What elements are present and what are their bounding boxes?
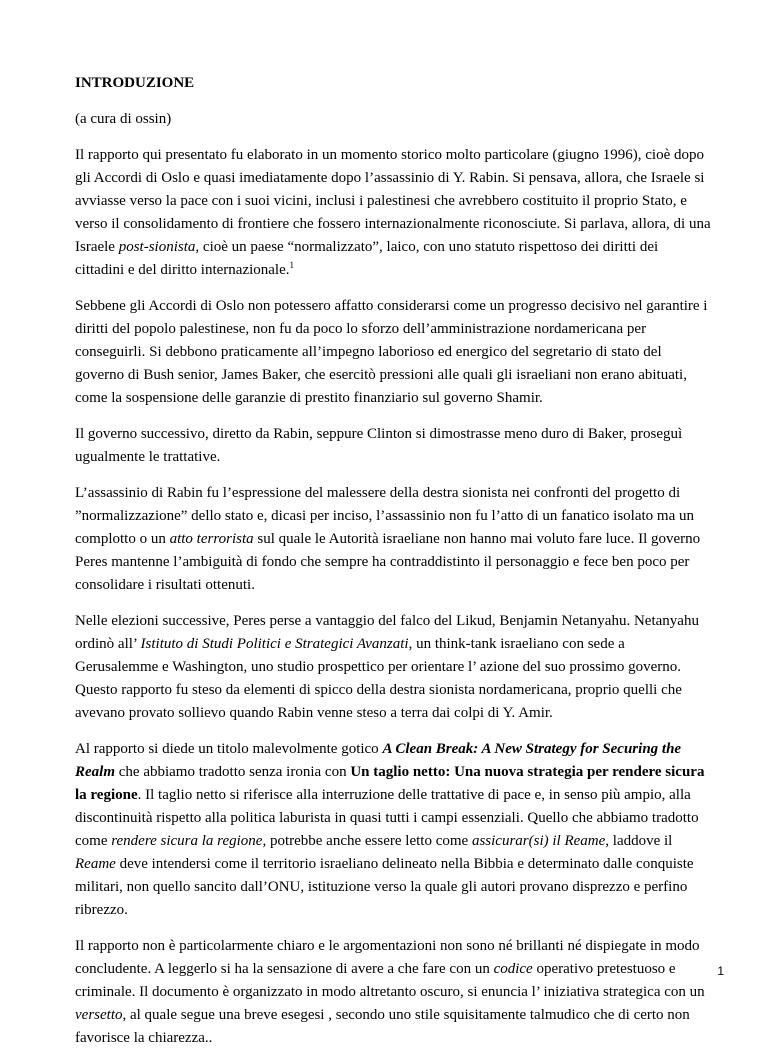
paragraph-3: Il governo successivo, diretto da Rabin, seppure Clinton si dimostrasse meno duro di Baker, proseguì ugualmente le trattative. — [75, 426, 683, 465]
section-heading: INTRODUZIONE — [75, 75, 195, 91]
document-body — [75, 72, 711, 1050]
paragraph-7: Il rapporto non è particolarmente chiaro e le argomentazioni non sono né brillanti né dispiegate in modo concludente. A leggerlo si ha la sensazione di avere a che fare con un codice operativo pretestuoso e criminale. Il documento è organizzato in modo altretanto oscuro, si enuncia l’ iniziativa strategica con un versetto, al quale segue una breve esegesi , secondo uno stile squisitamente talmudico che di certo non favorisce la chiarezza.. — [75, 938, 705, 1046]
paragraph-5: Nelle elezioni successive, Peres perse a vantaggio del falco del Likud, Benjamin Netanyahu. Netanyahu ordinò all’ Istituto di Studi Politici e Strategici Avanzati, un think-tank israeliano con sede a Gerusalemme e Washington, uno studio prospettico per orientare l’ azione del suo prossimo governo. Questo rapporto fu steso da elementi di spicco della destra sionista nordamericana, proprio quelli che avevano provato sollievo quando Rabin venne steso a terra dai colpi di Y. Amir. — [75, 613, 699, 721]
paragraph-6: Al rapporto si diede un titolo malevolmente gotico A Clean Break: A New Strategy for Securing the Realm che abbiamo tradotto senza ironia con Un taglio netto: Una nuova strategia per rendere sicura la regione. Il taglio netto si riferisce alla interruzione delle trattative di pace e, in senso più ampio, alla discontinuità rispetto alla politica laburista in quasi tutti i campi essenziali. Quello che abbiamo tradotto come rendere sicura la regione, potrebbe anche essere letto come assicurar(si) il Reame, laddove il Reame deve intendersi come il territorio israeliano delineato nella Bibbia e determinato dalle conquiste militari, non quello sancito dall’ONU, istituzione verso la quale gli autori provano disprezzo e perfino ribrezzo. — [75, 741, 705, 918]
page-number: 1 — [717, 964, 724, 978]
paragraph-2: Sebbene gli Accordi di Oslo non potessero affatto considerarsi come un progresso decisivo nel garantire i diritti del popolo palestinese, non fu da poco lo sforzo dell’amministrazione nordamericana per conseguirli. Si debbono praticamente all’impegno laborioso ed energico del segretario di stato del governo di Bush senior, James Baker, che esercitò pressioni alle quali gli israeliani non erano abituati, come la sospensione delle garanzie di prestito finanziario sul governo Shamir. — [75, 298, 708, 406]
paragraph-4: L’assassinio di Rabin fu l’espressione del malessere della destra sionista nei confronti del progetto di ”normalizzazione” dello stato e, dicasi per inciso, l’assassinio non fu l’atto di un fanatico isolato ma un complotto o un atto terrorista sul quale le Autorità israeliane non hanno mai voluto fare luce. Il governo Peres mantenne l’ambiguità di fondo che sempre ha contraddistinto il personaggio e fece ben poco per consolidare i risultati ottenuti. — [75, 485, 701, 593]
paragraph-1: Il rapporto qui presentato fu elaborato in un momento storico molto particolare (giugno 1996), cioè dopo gli Accordi di Oslo e quasi imediatamente dopo l’assassinio di Y. Rabin. Si pensava, allora, che Israele si avviasse verso la pace con i suoi vicini, inclusi i palestinesi che avrebbero costituito il proprio Stato, e verso il consolidamento di frontiere che fossero internazionalmente riconosciute. Si parlava, allora, di una Israele post-sionista, cioè un paese “normalizzato”, laico, con uno statuto rispettoso dei diritti dei cittadini e del diritto internazionale.$^1$ — [75, 147, 711, 278]
footnote-ref[interactable]: 1 — [289, 260, 295, 270]
subtitle: (a cura di ossin) — [75, 111, 172, 127]
